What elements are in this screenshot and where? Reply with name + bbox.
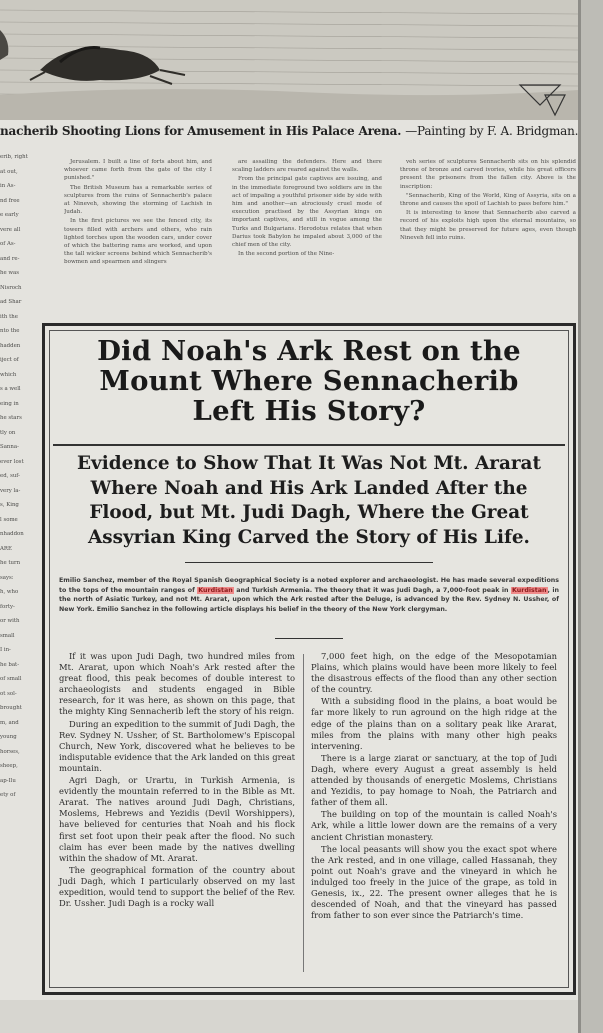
highlighted-word: Kurdistan	[198, 586, 233, 594]
cutoff-line: he turn	[0, 560, 21, 566]
intro-text: and Turkish Armenia. The theory that it was Judi Dagh, a 7,000-foot peak in	[233, 586, 511, 594]
paragraph: In the first pictures we see the fenced city, its towers filled with archers and others, who rain lighted torches upon the wooden cars, under cover of which the battering rams are worked, and upon the tall wicker screens behind which Sennacherib's bowmen and spearmen and slingers	[64, 218, 212, 266]
paragraph: During an expedition to the summit of Judi Dagh, the Rev. Sydney N. Ussher, of St. Bartholomew's Episcopal Church, New York, discovered what he believes to be indisputable evidence that the Ark landed on this great mountain.	[59, 718, 295, 773]
paragraph: From the principal gate captives are issuing, and in the immediate foreground two soldiers are in the act of impaling a youthful prisoner side by side with him and another—an atrociously cruel mode of execution practised by the Assyrian kings on important captives, and still in vogue among the Turks and Bulgarians. Herodotus relates that when Darius took Babylon he impaled about 3,000 of the chief men of the city.	[232, 176, 382, 249]
cutoff-line: Nisroch	[0, 284, 22, 291]
deck-line: Where Noah and His Ark Landed After the	[90, 477, 528, 499]
cutoff-line: of small	[0, 676, 22, 682]
paragraph: The building on top of the mountain is called Noah's Ark, while a little lower down are the remains of a very ancient Christian monastery.	[311, 809, 557, 842]
left-cutoff-column	[0, 150, 36, 980]
cutoff-line: small	[0, 632, 15, 639]
cutoff-line: h, who	[0, 589, 19, 595]
cutoff-line: at out,	[0, 168, 18, 175]
caption-title: nacherib Shooting Lions for Amusement in His Palace Arena.	[0, 124, 402, 138]
cutoff-line: he bat-	[0, 661, 20, 668]
cutoff-line: ety of	[0, 792, 16, 798]
cutoff-line: ap-Ilu	[0, 777, 16, 784]
deck-line: Evidence to Show That It Was Not Mt. Ararat	[77, 453, 541, 474]
cutoff-line: tly on	[0, 429, 16, 436]
cutoff-line: Sanna-	[0, 444, 19, 450]
page-bottom-margin	[0, 1000, 578, 1033]
column-divider	[303, 654, 304, 972]
cutoff-line: hadden	[0, 342, 21, 349]
lion-hunt-illustration	[0, 0, 578, 120]
cutoff-line: which	[0, 371, 17, 378]
cutoff-line: brought	[0, 705, 22, 711]
cutoff-line: erib, right	[0, 154, 28, 160]
paragraph: are assailing the defenders. Here and there scaling ladders are reared against the walls.	[232, 159, 382, 174]
page-edge-gutter	[578, 0, 603, 1033]
cutoff-line: ad Shar	[0, 299, 22, 305]
cutoff-line: ed, suf-	[0, 473, 20, 479]
cutoff-line: nto the	[0, 328, 20, 334]
cutoff-line: he stars	[0, 415, 22, 421]
deck-divider	[185, 562, 433, 563]
cutoff-line: forty-	[0, 603, 15, 610]
deck-line: Flood, but Mt. Judi Dagh, Where the Great	[89, 502, 529, 523]
paragraph: It is interesting to know that Sennacherib also carved a record of his exploits high upon the eternal mountains, so that they might be preserved for future ages, even though Nineveh fell into ruins.	[400, 210, 576, 241]
paragraph: In the second portion of the Nine-	[238, 251, 335, 258]
cutoff-line: very la-	[0, 487, 21, 494]
caption-credit: —Painting by F. A. Bridgman.	[405, 124, 578, 138]
cutoff-line: and re-	[0, 255, 20, 262]
cutoff-line: ever lost	[0, 458, 24, 465]
top-column-3	[400, 158, 576, 320]
top-column-2	[232, 158, 382, 320]
intro-divider	[275, 638, 343, 639]
cutoff-line: horses,	[0, 748, 20, 755]
cutoff-line: m, and	[0, 719, 19, 726]
paragraph: Jerusalem. I built a line of forts about him, and whoever came forth from the gate of the city I punished."	[64, 159, 212, 182]
headline-line: Mount Where Sennacherib	[99, 365, 519, 397]
body-column-left	[59, 651, 295, 910]
headline-line: Left His Story?	[192, 395, 426, 427]
cutoff-line: ARE	[0, 545, 12, 552]
cutoff-line: s, King	[0, 502, 19, 508]
paragraph: veh series of sculptures Sennacherib sits on his splendid throne of bronze and carved ivories, while his great officers present the prisoners from the fallen city. Above is the inscription:	[400, 159, 576, 190]
headline-line: Did Noah's Ark Rest on the	[97, 335, 521, 367]
deck-line: Assyrian King Carved the Story of His Life.	[88, 526, 530, 548]
cutoff-line: young	[0, 734, 17, 740]
intro-text: Emilio Sanchez, member of the Royal Spanish Geographical Society is a noted explorer and archaeologist. He has made several expeditions to the tops of the mountain ranges of	[59, 577, 559, 594]
top-column-1	[64, 158, 212, 320]
article-headline	[45, 336, 573, 426]
highlighted-word: Kurdistan	[511, 586, 547, 594]
cutoff-line: sheep,	[0, 763, 18, 769]
paragraph: The British Museum has a remarkable series of sculptures from the ruins of Sennacherib's palace at Nineveh, showing the storming of Lachish in Judah.	[64, 184, 212, 216]
cutoff-line: he was	[0, 270, 19, 276]
cutoff-line: nd free	[0, 197, 20, 204]
lion-painting-image	[0, 0, 578, 120]
paragraph: If it was upon Judi Dagh, two hundred miles from Mt. Ararat, upon which Noah's Ark rested after the great flood, this peak becomes of double interest to archaeologists and students engaged in Bible research, for it was here, as shown on this page, that the mighty King Sennacherib left the story of his reign.	[59, 651, 295, 717]
paragraph: There is a large ziarat or sanctuary, at the top of Judi Dagh, where every August a great assembly is held attended by thousands of energetic Moslems, Christians and Yezidis, to pay homage to Noah, the Patriarch and father of them all.	[311, 752, 557, 808]
paragraph: The geographical formation of the country about Judi Dagh, which I particularly observed on my last expedition, would tend to support the belief of the Rev. Dr. Ussher. Judi Dagh is a rocky wall	[59, 864, 295, 909]
cutoff-line: I in-	[0, 647, 11, 653]
intro-text: , in the north of Asiatic Turkey, and not Mt. Ararat, upon which the Ark rested after the Deluge, is advanced by the Rev. Sydney N. Ussher, of New York. Emilio Sanchez in the following article displays his belief in the theory of the New York clergyman.	[59, 586, 559, 613]
body-column-right	[311, 651, 557, 922]
paragraph: With a subsiding flood in the plains, a boat would be far more likely to run aground on the high ridge at the edge of the plains than on a solitary peak like Ararat, miles from the plains with many other high peaks intervening.	[311, 696, 557, 751]
cutoff-line: or with	[0, 618, 20, 624]
cutoff-line: ot sol-	[0, 690, 17, 697]
paragraph: "Sennacherib, King of the World, King of Assyria, sits on a throne and causes the spoil of Lachish to pass before him."	[400, 192, 576, 208]
illustration-caption	[0, 124, 578, 144]
cutoff-line: l some	[0, 516, 18, 523]
cutoff-line: in As-	[0, 183, 16, 189]
article-subheadline	[45, 452, 573, 550]
cutoff-line: nhaddon	[0, 531, 24, 537]
cutoff-line: e early	[0, 212, 19, 218]
cutoff-line: says:	[0, 574, 14, 581]
cutoff-line: s a well	[0, 386, 21, 392]
cutoff-line: vere all	[0, 226, 21, 233]
paragraph: Agri Dagh, or Urartu, in Turkish Armenia, is evidently the mountain referred to in the Bible as Mt. Ararat. The natives around Judi Dagh, Christians, Moslems, Hebrews and Yezidis (Devil Worshippers), have believed for centuries that Noah and his flock first set foot upon their peak after the flood. No such claim has ever been made by the natives dwelling within the shadow of Mt. Ararat.	[59, 775, 295, 863]
cutoff-line: iject of	[0, 357, 19, 363]
headline-divider	[53, 444, 565, 446]
paragraph: 7,000 feet high, on the edge of the Mesopotamian Plains, which plains would have been more likely to feel the disastrous effects of the flood than any other section of the country.	[311, 651, 557, 695]
cutoff-line: ith the	[0, 313, 18, 320]
cutoff-line: of As-	[0, 241, 16, 247]
cutoff-line: eing in	[0, 400, 19, 407]
article-box	[42, 323, 576, 995]
paragraph: The local peasants will show you the exact spot where the Ark rested, and in one village, called Hassanah, they point out Noah's grave and the vineyard in which he indulged too freely in the juice of the grape, as told in Genesis, ix., 22. The present owner alleges that he is descended of Noah, and that the vineyard has passed from father to son ever since the Patriarch's time.	[311, 843, 557, 921]
article-intro	[59, 576, 559, 614]
